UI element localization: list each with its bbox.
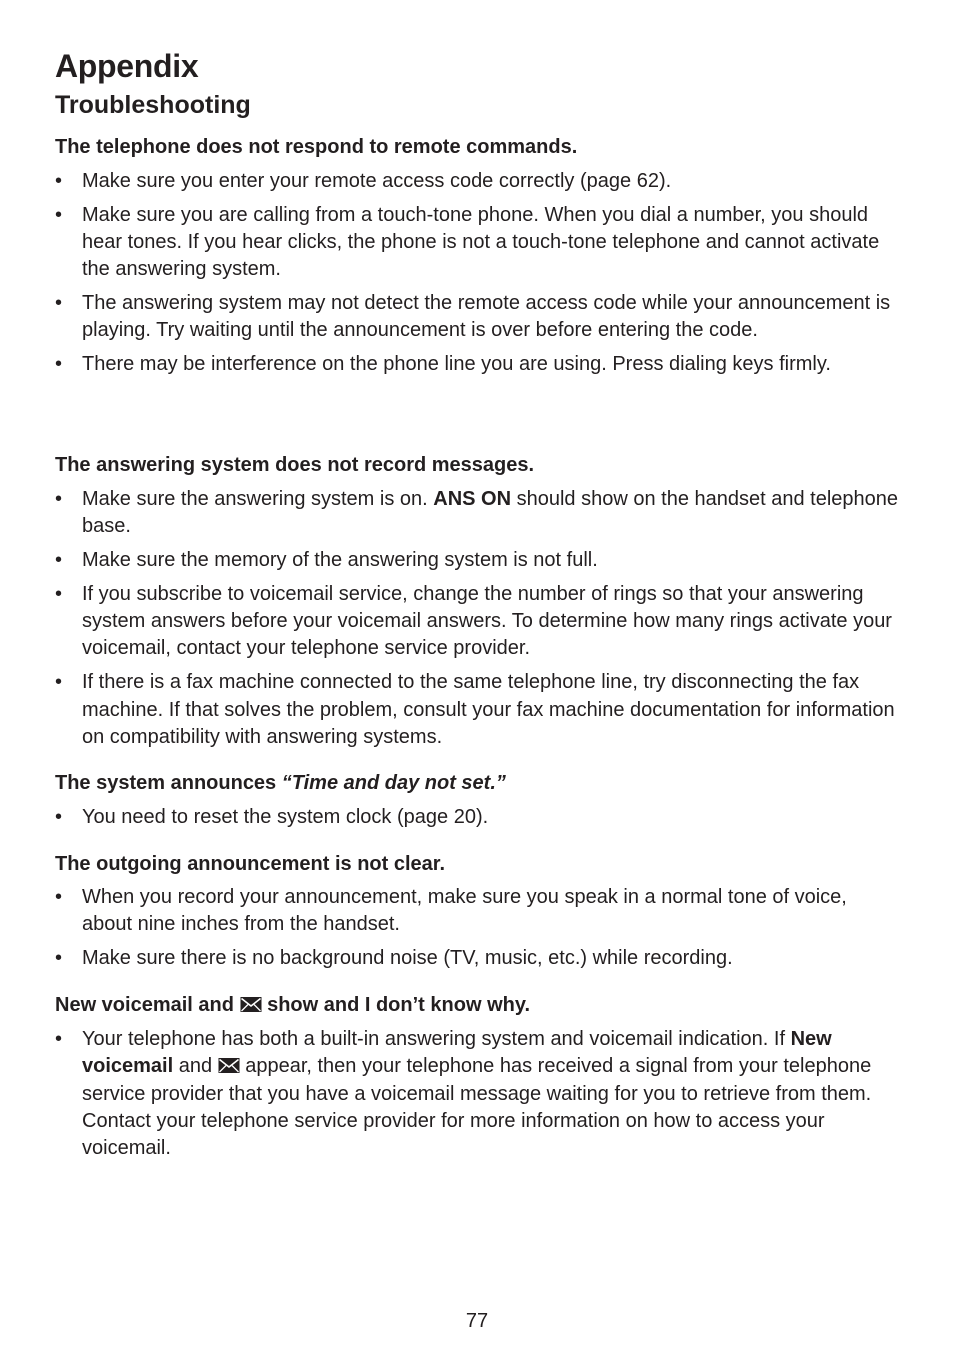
time-not-set-list <box>55 804 900 838</box>
list-item: • Make sure you enter your remote access code correctly (page 62). <box>55 168 900 195</box>
list-item: • If you subscribe to voicemail service, change the number of rings so that your answering system answers before your voicemail answers. To determine how many rings activate your voicemail, contact your telephone service provider. <box>55 581 900 663</box>
page-title: Appendix <box>55 48 199 84</box>
time-not-set-heading: The system announces “Time and day not set.” <box>55 772 506 794</box>
list-item: • If there is a fax machine connected to the same telephone line, try disconnecting the fax machine. If that solves the problem, consult your fax machine documentation for information on compatibility with answering systems. <box>55 669 900 751</box>
list-item: • When you record your announcement, make sure you speak in a normal tone of voice, about nine inches from the handset. <box>55 884 900 939</box>
no-record-heading: The answering system does not record messages. <box>55 454 535 476</box>
remote-commands-heading: The telephone does not respond to remote commands. <box>55 136 578 158</box>
remote-commands-list <box>55 168 900 385</box>
envelope-icon <box>240 996 262 1013</box>
page-number: 77 <box>465 1310 489 1332</box>
announcement-unclear-list <box>55 884 900 979</box>
ans-on-label: ANS ON <box>433 488 512 510</box>
announcement-unclear-heading: The outgoing announcement is not clear. <box>55 853 446 875</box>
list-item: • There may be interference on the phone line you are using. Press dialing keys firmly. <box>55 351 900 378</box>
list-item: • Make sure you are calling from a touch-tone phone. When you dial a number, you should hear tones. If you hear clicks, the phone is not a touch-tone telephone and cannot activate the answering system. <box>55 202 900 284</box>
envelope-icon <box>218 1057 240 1074</box>
time-not-set-message: “Time and day not set.” <box>281 772 506 794</box>
new-voicemail-label: New voicemail <box>82 1028 832 1078</box>
list-item: • You need to reset the system clock (page 20). <box>55 804 900 831</box>
section-title: Troubleshooting <box>55 91 251 119</box>
no-record-list <box>55 486 900 758</box>
list-item: • Make sure there is no background noise (TV, music, etc.) while recording. <box>55 945 900 972</box>
new-voicemail-heading: New voicemail and show and I don’t know why. <box>55 994 531 1016</box>
list-item: • The answering system may not detect the remote access code while your announcement is playing. Try waiting until the announcement is over before entering the code. <box>55 290 900 345</box>
list-item: • Make sure the answering system is on. ANS ON should show on the handset and telephone base. <box>55 486 900 541</box>
new-voicemail-list <box>55 1026 900 1169</box>
list-item: • Your telephone has both a built-in answering system and voicemail indication. If New voicemail and appear, then your telephone has received a signal from your telephone service provider that you have a voicemail message waiting for you to retrieve from them. Contact your telephone service provider for more information on how to access your voicemail. <box>55 1026 900 1162</box>
list-item: • Make sure the memory of the answering system is not full. <box>55 547 900 574</box>
